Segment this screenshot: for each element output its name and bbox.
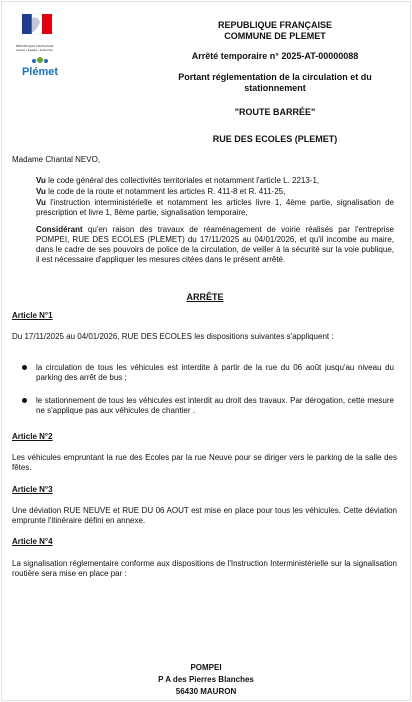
vu-text: l'instruction interministérielle et notamment les articles livre 1, 4ème partie, signalisation de prescription et livre 1, 8ème partie, signalisation temporaire,: [36, 198, 394, 217]
arrete-subject: Portant réglementation de la circulation et du stationnement: [178, 72, 372, 93]
footer-street: P A des Pierres Blanches: [158, 675, 254, 684]
marianne-flag-icon: [16, 12, 68, 40]
article-1-bullet: la circulation de tous les véhicules est interdite à partir de la rue du 06 août jusqu'au niveau du parking des arrêt de bus ;: [36, 363, 394, 382]
arrete-number: Arrêté temporaire n° 2025-AT-00000088: [191, 51, 359, 61]
page-border: [1, 1, 411, 701]
commune-title: COMMUNE DE PLEMET: [224, 31, 326, 41]
vu-lead: Vu: [36, 198, 46, 207]
article-2-text: Les véhicules empruntant la rue des Ecoles par la rue Neuve pour se diriger vers le parking de la salle des fêtes.: [12, 453, 397, 472]
vu-lead: Vu: [36, 176, 46, 185]
republique-title: REPUBLIQUE FRANÇAISE: [217, 20, 332, 30]
considerant-text: qu'en raison des travaux de réaménagement de voirie réalisés par l'entreprise POMPEI, RUE DES ECOLES (PLEMET) du 17/11/2025 au 04/01/2026, et qu'il incombe au maire, dans le cadre de ses pouvoirs de police de la circulation, de veiller à la sécurité sur la voie publique, il est nécessaire d'appliquer les mesures citées dans le présent arrêté.: [36, 225, 394, 264]
vu-item: [36, 187, 394, 197]
footer-company: POMPEI: [190, 663, 222, 672]
addressee: Madame Chantal NEVO,: [12, 155, 101, 164]
plemet-logo: [14, 56, 66, 80]
route-barree: "ROUTE BARRÉE": [234, 107, 316, 117]
marianne-caption: RÉPUBLIQUE FRANÇAISE: [16, 44, 54, 48]
vu-text: le code général des collectivités territoriales et notamment l'article L. 2213-1,: [45, 176, 320, 185]
bullet-marker: [22, 365, 27, 370]
footer-city: 56430 MAURON: [175, 687, 237, 696]
article-1-intro: Du 17/11/2025 au 04/01/2026, RUE DES ECOLES les dispositions suivantes s'appliquent :: [12, 332, 334, 341]
vu-text: le code de la route et notamment les articles R. 411-8 et R. 411-25,: [45, 187, 286, 196]
article-3-text: Une déviation RUE NEUVE et RUE DU 06 AOUT est mise en place pour tous les véhicules. Cette déviation emprunte l'itinéraire défini en annexe.: [12, 506, 397, 525]
vu-lead: Vu: [36, 187, 46, 196]
bullet-marker: [22, 398, 27, 403]
article-4-text: La signalisation réglementaire conforme aux dispositions de l'Instruction Interministérielle sur la signalisation routière sera mise en place par :: [12, 559, 397, 578]
article-2-title: Article N°2: [12, 432, 53, 441]
considerant: [36, 225, 394, 265]
article-1-bullet: le stationnement de tous les véhicules est interdit au droit des travaux. Par dérogation, cette mesure ne s'applique pas aux véhicules de chantier .: [36, 396, 394, 415]
plemet-logo-text: Plémet: [21, 66, 59, 78]
plemet-logo-icon: [14, 56, 66, 78]
vu-item: [36, 176, 394, 186]
article-3-title: Article N°3: [12, 485, 53, 494]
street-title: RUE DES ECOLES (PLEMET): [212, 134, 338, 144]
considerant-lead: Considérant: [36, 225, 83, 234]
marianne-motto: Liberté • Égalité • Fraternité: [16, 48, 53, 52]
vu-item: [36, 198, 394, 218]
article-1-title: Article N°1: [12, 311, 53, 320]
arrete-heading: ARRÊTE: [186, 292, 224, 302]
article-4-title: Article N°4: [12, 537, 53, 546]
marianne-logo: [16, 12, 68, 52]
